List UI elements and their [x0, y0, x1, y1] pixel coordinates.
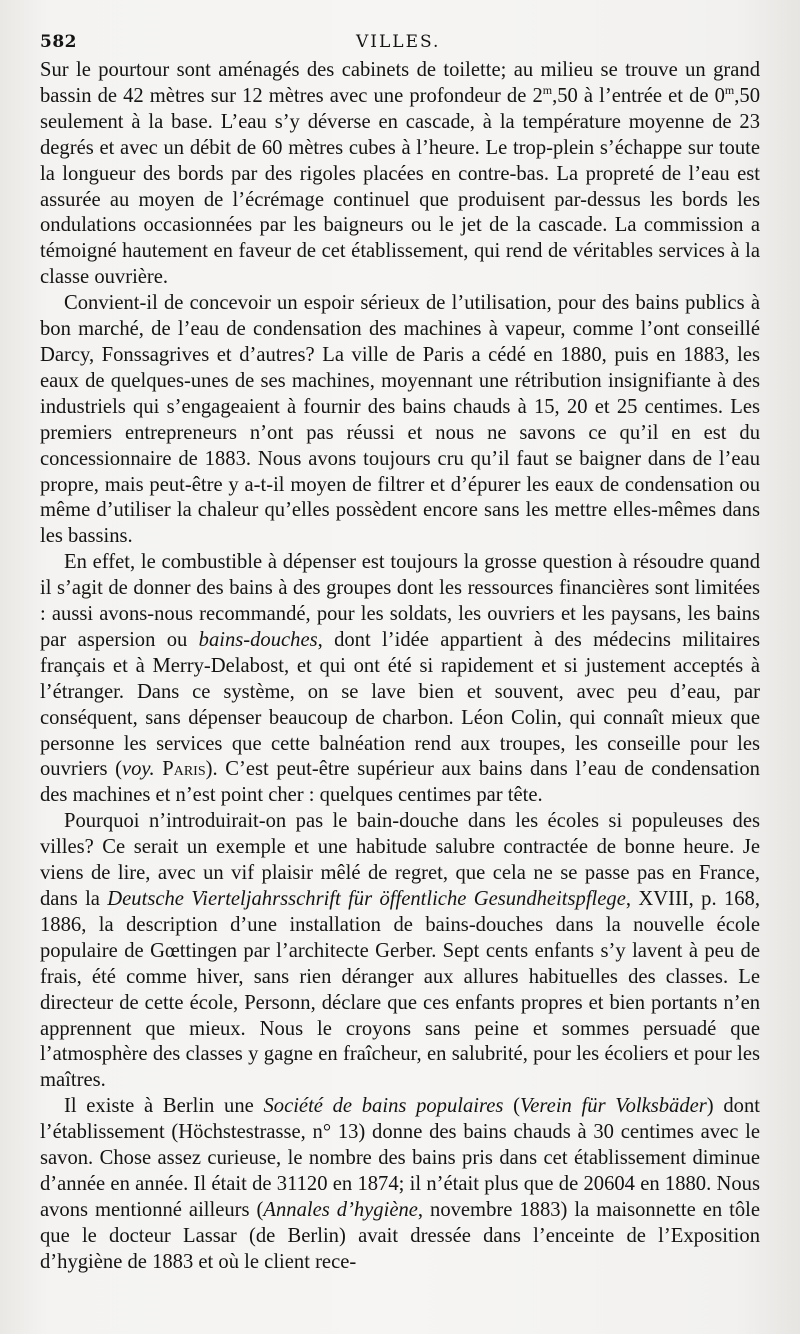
small-caps-reference: Paris	[162, 758, 206, 781]
italic-society-name: Société de bains populaires	[263, 1095, 504, 1118]
italic-society-name-german: Verein für Volksbäder	[520, 1095, 707, 1118]
paragraph-3-text-b: , dont l’idée appartient à des médecins militaires français et à Merry-Delabost, et qui ont été si rapidement et si justement acceptés à l’étranger. Dans ce système, on se lave bien et souvent, avec peu d’eau, par conséquent, sans dépenser beaucoup de charbon. Léon Colin, qui connaît mieux que personne les services que cette balnéation rend aux troupes, les conseille pour les ouvriers (	[40, 628, 760, 781]
running-head: VILLES.	[356, 32, 441, 52]
italic-journal-title: Annales d’hygiène	[263, 1198, 418, 1221]
paragraph-5-text-d: , novembre 1883) la maisonnette en tôle que le docteur Lassar (de Berlin) avait dressée dans l’enceinte de l’Exposition d’hygiène de 1883 et où le client rece-	[40, 1198, 760, 1273]
italic-journal-title: Deutsche Vierteljahrsschrift für öffentliche Gesundheitspflege	[107, 888, 626, 910]
paragraph-1-text-b: ,50 à l’entrée et de 0	[552, 84, 725, 107]
paragraph-3-text-d: ). C’est peut-être supérieur aux bains dans l’eau de condensation des machines et n’est point cher : quelques centimes par tête.	[40, 758, 760, 807]
unit-superscript: m	[542, 83, 553, 98]
paragraph-1-text-c: ,50 seulement à la base. L’eau s’y déverse en cascade, à la température moyenne de 23 degrés et avec un débit de 60 mètres cubes à l’heure. Le trop-plein s’échappe sur toute la longueur des bords par des rigoles placées en contre-bas. La propreté de l’eau est assurée au moyen de l’écrémage continuel que produisent par-dessus les bords les ondulations occasionnées par les baigneurs ou le jet de la cascade. La commission a témoigné hautement en faveur de cet établissement, qui rend de véritables services à la classe ouvrière.	[40, 84, 760, 289]
paragraph-1	[40, 58, 760, 291]
paragraph-5	[40, 1094, 760, 1275]
paragraph-3-text-a: En effet, le combustible à dépenser est toujours la grosse question à résoudre quand il s’agit de donner des bains à des groupes dont les ressources financières sont limitées : aussi avons-nous recommandé, pour les soldats, les ouvriers et les paysans, les bains par aspersion ou	[40, 551, 760, 651]
paragraph-4-text-a: Pourquoi n’introduirait-on pas le bain-douche dans les écoles si populeuses des villes? Ce serait un exemple et une habitude salubre contractée de bonne heure. Je viens de lire, avec un vif plaisir mêlé de regret, que cela ne se passe pas en France, dans la	[40, 810, 760, 910]
paragraph-2: Convient-il de concevoir un espoir sérieux de l’utilisation, pour des bains publics à bon marché, de l’eau de condensation des machines à vapeur, comme l’ont conseillé Darcy, Fonssagrives et d’autres? La ville de Paris a cédé en 1880, puis en 1883, les eaux de quelques-unes de ses machines, moyennant une rétribution insignifiante à des industriels qui s’engageaient à fournir des bains chauds à 15, 20 et 25 centimes. Les premiers entrepreneurs n’ont pas réussi et nous ne savons ce qu’il en est du concessionnaire de 1883. Nous avons toujours cru qu’il faut se baigner dans de l’eau propre, mais peut-être y a-t-il moyen de filtrer et d’épurer les eaux de condensation ou même d’utiliser la chaleur qu’elles possèdent encore sans les mettre elles-mêmes dans les bassins.	[40, 292, 760, 548]
unit-superscript: m	[724, 83, 735, 98]
italic-term: bains-douches	[198, 628, 318, 651]
paragraph-5-text-c: ) dont l’établissement (Höchstestrasse, n° 13) donne des bains chauds à 30 centimes avec le savon. Chose assez curieuse, le nombre des bains pris dans cet établissement diminue d’année en année. Il était de 31120 en 1874; il n’était plus que de 20604 en 1880. Nous avons mentionné ailleurs (	[40, 1095, 760, 1221]
italic-reference: voy.	[122, 758, 155, 781]
paragraph-4-text-b: , XVIII, p. 168, 1886, la description d’une installation de bains-douches dans la nouvelle école populaire de Gœttingen par l’architecte Gerber. Sept cents enfants s’y lavent à peu de frais, été comme hiver, sans rien déranger aux allures habituelles des classes. Le directeur de cette école, Personn, déclare que ces enfants propres et bien portants n’en apprennent que mieux. Nous le croyons sans peine et sommes persuadé que l’atmosphère des classes y gagne en fraîcheur, en salubrité, pour les écoliers et pour les maîtres.	[40, 888, 760, 1092]
paragraph-3	[40, 550, 760, 809]
page-header	[40, 32, 760, 58]
paragraph-1-text-a: Sur le pourtour sont aménagés des cabinets de toilette; au milieu se trouve un grand bassin de 42 mètres sur 12 mètres avec une profondeur de 2	[40, 59, 760, 107]
body-text	[40, 58, 760, 1276]
paragraph-5-text-a: Il existe à Berlin une	[64, 1095, 264, 1118]
paragraph-5-text-b: (	[503, 1095, 520, 1118]
page-number: 582	[40, 32, 77, 52]
paragraph-4	[40, 809, 760, 1094]
